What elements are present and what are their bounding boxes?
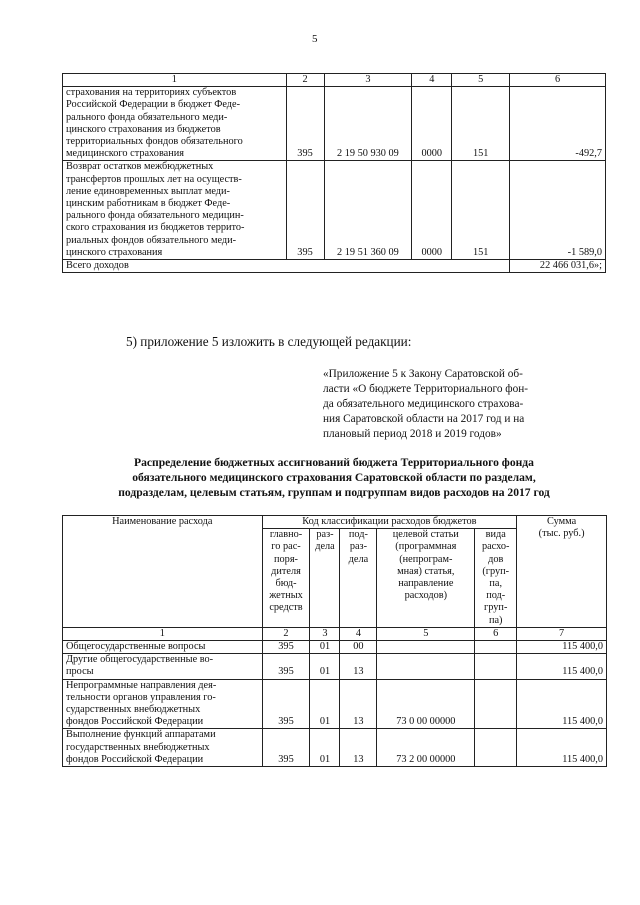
header-target: целевой статьи (программная (непрограм- мная) статья, направление расходов) [377, 529, 475, 628]
revenue-code: 2 19 51 360 09 [324, 161, 412, 260]
vid-code [475, 654, 517, 679]
target-code [377, 654, 475, 679]
header-cell: 2 [286, 74, 324, 87]
total-row [63, 260, 606, 273]
podrazdel-code: 13 [340, 654, 377, 679]
target-code: 73 0 00 00000 [377, 679, 475, 729]
sum-value: 115 400,0 [517, 641, 607, 654]
total-label: Всего доходов [63, 260, 510, 273]
expenditure-table [62, 515, 607, 767]
row-description: Общегосударственные вопросы [63, 641, 263, 654]
header-code: Код классификации расходов бюджетов [262, 516, 517, 529]
row-description: Выполнение функций аппаратами государственных внебюджетных фондов Российской Федерации [63, 729, 263, 767]
header-name: Наименование расхода [63, 516, 263, 628]
total-amount: 22 466 031,6»; [510, 260, 606, 273]
table-row [63, 679, 607, 729]
column-number: 1 [63, 627, 263, 640]
table-row [63, 654, 607, 679]
column-number: 5 [377, 627, 475, 640]
podrazdel-code: 00 [340, 641, 377, 654]
razdel-code: 01 [310, 654, 340, 679]
header-razdel: раз- дела [310, 529, 340, 628]
razdel-code: 01 [310, 679, 340, 729]
header-cell: 5 [452, 74, 510, 87]
sub-code: 0000 [412, 161, 452, 260]
vid-code [475, 679, 517, 729]
sum-value: 115 400,0 [517, 679, 607, 729]
header-podrazdel: под- раз- дела [340, 529, 377, 628]
amount: -492,7 [510, 87, 606, 161]
row-description: Непрограммные направления дея- тельности органов управления го- сударственных внебюджетных фондов Российской Федерации [63, 679, 263, 729]
admin-code: 395 [286, 87, 324, 161]
revenue-table [62, 73, 606, 273]
vid-code [475, 641, 517, 654]
column-number: 6 [475, 627, 517, 640]
column-numbers-row [63, 627, 607, 640]
column-number: 2 [262, 627, 310, 640]
section-title: Распределение бюджетных ассигнований бюджета Территориального фонда обязательного медицинского страхования Саратовской области по разделам, подразделам, целевым статьям, группам и подгруппам видов расходов на 2017 год [118, 456, 550, 500]
admin-code: 395 [286, 161, 324, 260]
admin-code: 395 [262, 641, 310, 654]
table-row [63, 87, 606, 161]
target-code [377, 641, 475, 654]
header-cell: 3 [324, 74, 412, 87]
sum-value: 115 400,0 [517, 729, 607, 767]
razdel-code: 01 [310, 729, 340, 767]
header-vid: вида расхо- дов (груп- па, под- груп- па) [475, 529, 517, 628]
vid-code [475, 729, 517, 767]
sum-value: 115 400,0 [517, 654, 607, 679]
razdel-code: 01 [310, 641, 340, 654]
column-number: 7 [517, 627, 607, 640]
header-cell: 1 [63, 74, 287, 87]
podrazdel-code: 13 [340, 729, 377, 767]
kosgu-code: 151 [452, 87, 510, 161]
column-number: 3 [310, 627, 340, 640]
row-description: Другие общегосударственные во- просы [63, 654, 263, 679]
admin-code: 395 [262, 679, 310, 729]
header-cell: 4 [412, 74, 452, 87]
intro-text: 5) приложение 5 изложить в следующей редакции: [126, 334, 412, 349]
row-description: страхования на территориях субъектов Российской Федерации в бюджет Феде- рального фонда обязательного меди- цинского страхования из бюджетов территориальных фондов обязательного медицинского страхования [63, 87, 287, 161]
amount: -1 589,0 [510, 161, 606, 260]
column-number: 4 [340, 627, 377, 640]
table-row [63, 161, 606, 260]
kosgu-code: 151 [452, 161, 510, 260]
table-row [63, 641, 607, 654]
header-admin: главно- го рас- поря- дителя бюд- жетных средств [262, 529, 310, 628]
target-code: 73 2 00 00000 [377, 729, 475, 767]
header-cell: 6 [510, 74, 606, 87]
expenditure-header-top [63, 516, 607, 529]
table-row [63, 729, 607, 767]
header-sum: Сумма (тыс. руб.) [517, 516, 607, 628]
page-number: 5 [312, 33, 318, 45]
row-description: Возврат остатков межбюджетных трансфертов прошлых лет на осуществ- ление единовременных выплат меди- цинским работникам в бюджет Феде- рального фонда обязательного медицин- ского страхования из бюджетов террито- риальных фондов обязательного меди- цинского страхования [63, 161, 287, 260]
sub-code: 0000 [412, 87, 452, 161]
admin-code: 395 [262, 729, 310, 767]
admin-code: 395 [262, 654, 310, 679]
revenue-table-header [63, 74, 606, 87]
revenue-code: 2 19 50 930 09 [324, 87, 412, 161]
podrazdel-code: 13 [340, 679, 377, 729]
appendix-quote: «Приложение 5 к Закону Саратовской об- ласти «О бюджете Территориального фон- да обязательного медицинского страхова- ния Саратовской области на 2017 год и на плановый период 2018 и 2019 годов» [323, 368, 529, 440]
